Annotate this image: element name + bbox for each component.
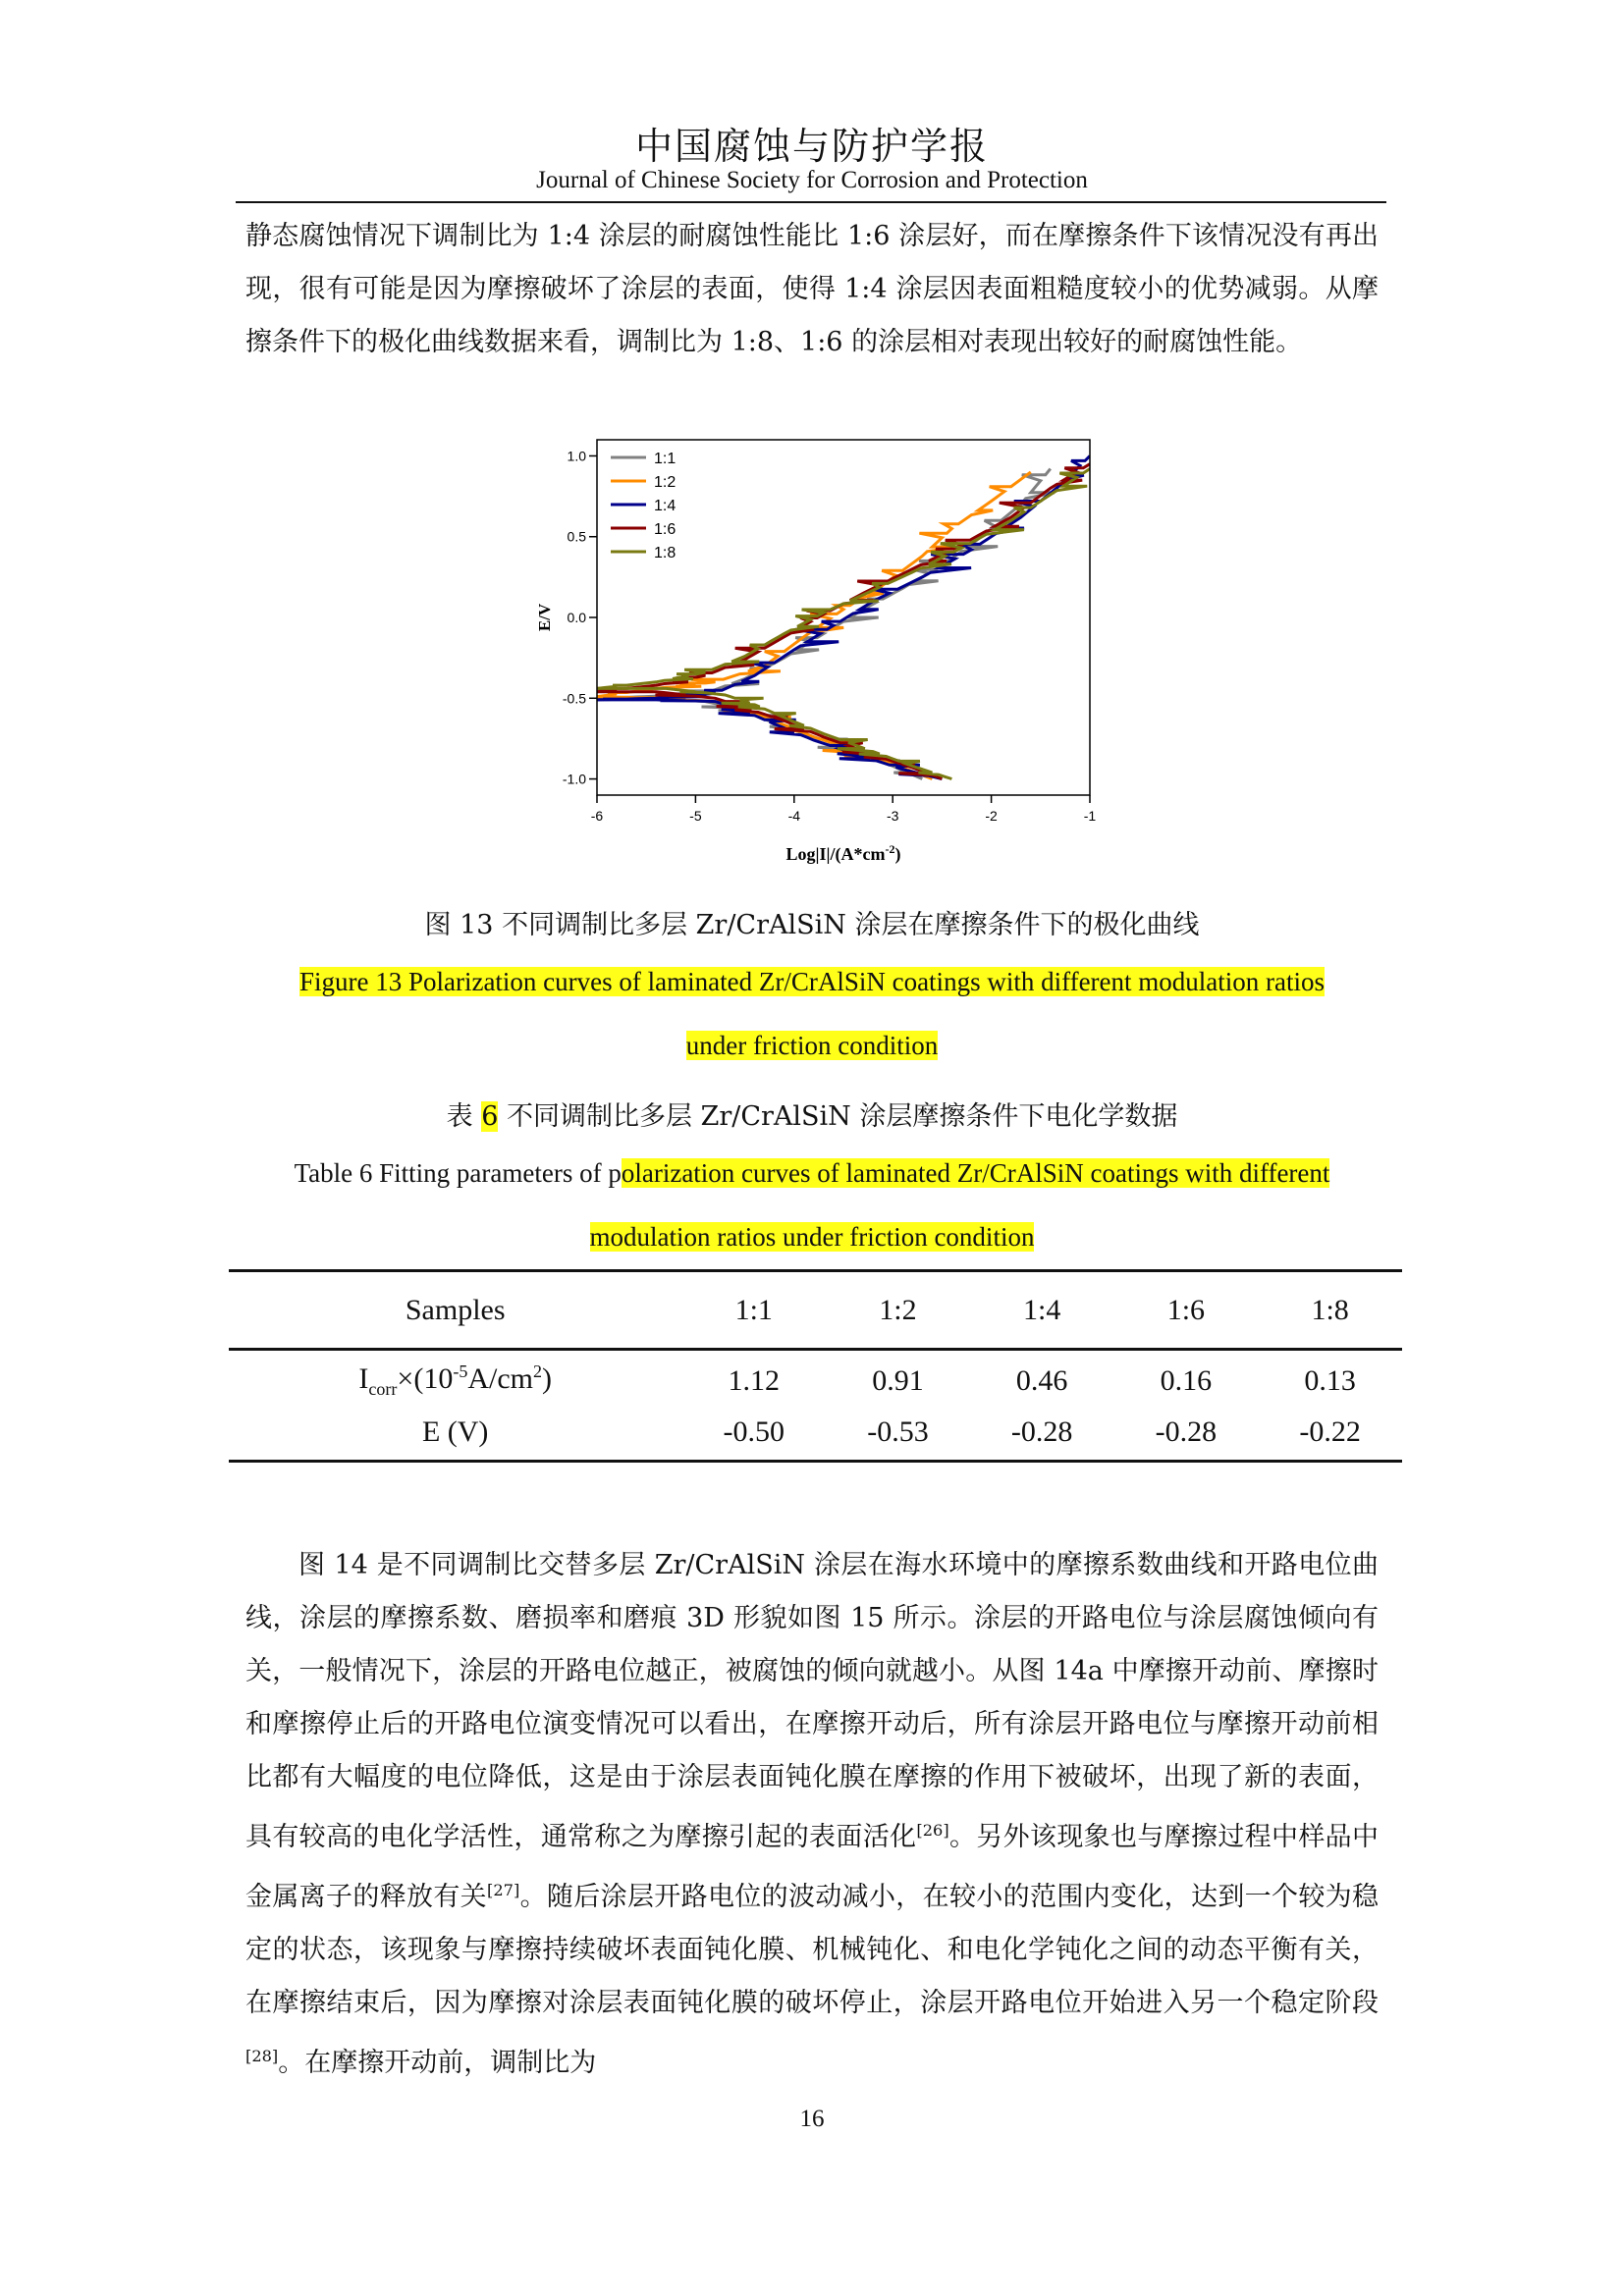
table-caption-en-line1 <box>0 1158 1624 1189</box>
journal-title-en: Journal of Chinese Society for Corrosion and Protection <box>536 167 1088 193</box>
table-header-row <box>229 1271 1402 1350</box>
x-tick-label: -5 <box>689 808 702 824</box>
table-caption-en-line2 <box>0 1222 1624 1253</box>
x-tick-label: -6 <box>590 808 604 824</box>
table-cell: 1.12 <box>728 1363 780 1397</box>
body-paragraph-1: 静态腐蚀情况下调制比为 1:4 涂层的耐腐蚀性能比 1:6 涂层好，而在摩擦条件下该情况没有再出现，很有可能是因为摩擦破坏了涂层的表面，使得 1:4 涂层因表面粗糙度较小的优势减弱。从摩擦条件下的极化曲线数据来看，调制比为 1:8、1:6 的涂层相对表现出较好的耐腐蚀性能。 <box>245 221 1379 357</box>
table-cell: -0.50 <box>723 1415 785 1449</box>
table-header-col: 1:4 <box>1022 1293 1061 1326</box>
journal-title-zh: 中国腐蚀与防护学报 <box>634 125 989 168</box>
y-tick-label: -1.0 <box>562 771 586 787</box>
table-header-col: 1:8 <box>1311 1293 1349 1326</box>
x-tick-label: -2 <box>985 808 998 824</box>
table-cell: -0.22 <box>1299 1415 1361 1449</box>
table-cell: -0.28 <box>1155 1415 1218 1449</box>
x-tick-label: -3 <box>886 808 899 824</box>
table-caption-zh <box>0 1095 1624 1133</box>
electrochemical-data-table <box>229 1269 1402 1463</box>
table-caption-zh-text: 不同调制比多层 Zr/CrAlSiN 涂层摩擦条件下电化学数据 <box>498 1101 1178 1132</box>
row-label-icorr: $I_{corr}\times(10^{-5}A/cm^2)$ <box>358 1362 552 1400</box>
citation-ref: [28] <box>245 2047 279 2065</box>
legend-label: 1:8 <box>654 545 677 561</box>
row-label-e: E (V) <box>421 1415 489 1449</box>
y-tick-label: -0.5 <box>562 690 586 707</box>
table-caption-zh-number: 6 <box>481 1101 499 1132</box>
citation-ref: [27] <box>487 1881 520 1899</box>
y-axis-label: E/V <box>535 603 554 632</box>
x-axis-label: $Log|I|/(A*cm^{-2})$ <box>785 842 901 864</box>
table-cell: 0.13 <box>1304 1363 1356 1397</box>
table-cell: 0.46 <box>1015 1363 1068 1397</box>
series-line-1-4-anodic <box>597 456 1090 700</box>
header-rule <box>236 201 1386 203</box>
figure-caption-en-line2 <box>0 1031 1624 1061</box>
citation-ref: [26] <box>916 1821 949 1840</box>
y-tick-label: 0.5 <box>567 528 586 545</box>
x-tick-label: -4 <box>787 808 801 824</box>
figure-caption-zh: 图 13 不同调制比多层 Zr/CrAlSiN 涂层在摩擦条件下的极化曲线 <box>424 910 1200 940</box>
table-caption-en-line2-text: modulation ratios under friction condition <box>589 1222 1035 1252</box>
figure-caption-en-line1 <box>0 967 1624 997</box>
x-tick-label: -1 <box>1083 808 1097 824</box>
legend-label: 1:4 <box>654 498 677 514</box>
table-cell: 0.16 <box>1160 1363 1213 1397</box>
table-cell: 0.91 <box>872 1363 924 1397</box>
table-header-samples: Samples <box>405 1293 506 1326</box>
table-caption-en-plain: Table 6 Fitting parameters of p <box>294 1158 622 1188</box>
y-tick-label: 0.0 <box>567 610 586 625</box>
table-header-col: 1:6 <box>1166 1293 1206 1326</box>
legend-label: 1:1 <box>654 451 677 467</box>
y-tick-label: 1.0 <box>567 448 586 464</box>
body-paragraph-2: 图 14 是不同调制比交替多层 Zr/CrAlSiN 涂层在海水环境中的摩擦系数曲线和开路电位曲线，涂层的摩擦系数、磨损率和磨痕 3D 形貌如图 15 所示。涂层的开路电位与涂层腐蚀倾向有关，一般情况下，涂层的开路电位越正，被腐蚀的倾向就越小。从图 14a 中摩擦开动前、摩擦时和摩擦停止后的开路电位演变情况可以看出，在摩擦开动后，所有涂层开路电位与摩擦开动前相比都有大幅度的电位降低，这是由于涂层表面钝化膜在摩擦的作用下被破坏，出现了新的表面，具有较高的电化学活性，通常称之为摩擦引起的表面活化[26]。另外该现象也与摩擦过程中样品中金属离子的释放有关[27]。随后涂层开路电位的波动减小，在较小的范围内变化，达到一个较为稳定的状态，该现象与摩擦持续破坏表面钝化膜、机械钝化、和电化学钝化之间的动态平衡有关，在摩擦结束后，因为摩擦对涂层表面钝化膜的破坏停止，涂层开路电位开始进入另一个稳定阶段[28]。在摩擦开动前，调制比为 <box>245 1550 1380 2078</box>
table-caption-en-highlighted: olarization curves of laminated Zr/CrAlSiN coatings with different <box>621 1158 1330 1188</box>
page-number: 16 <box>799 2106 825 2132</box>
legend-label: 1:2 <box>654 474 677 491</box>
table-cell: -0.53 <box>867 1415 929 1449</box>
figure-caption-en-line2-text: under friction condition <box>685 1031 939 1060</box>
table-header-col: 1:2 <box>879 1293 917 1326</box>
legend-label: 1:6 <box>654 521 677 538</box>
table-row <box>229 1406 1402 1462</box>
figure-caption-en-line1-text: Figure 13 Polarization curves of laminated Zr/CrAlSiN coatings with different modulation ratios <box>298 967 1326 996</box>
table-caption-zh-prefix: 表 <box>446 1101 482 1132</box>
table-cell: -0.28 <box>1010 1415 1073 1449</box>
polarization-chart <box>530 422 1119 883</box>
table-row <box>229 1350 1402 1406</box>
table-header-col: 1:1 <box>734 1293 773 1326</box>
